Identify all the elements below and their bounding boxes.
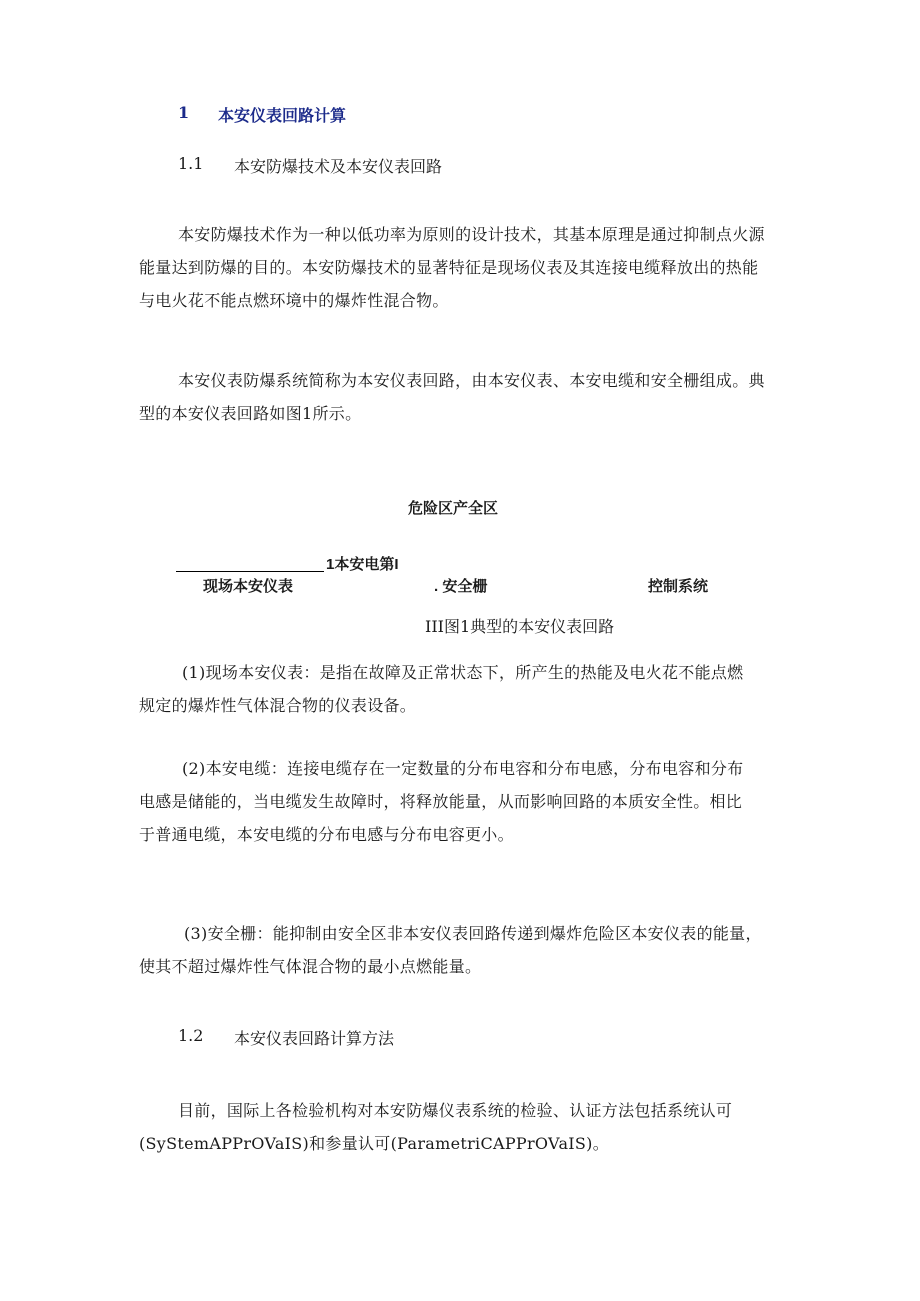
- section-1-1-number: 1.1: [178, 154, 204, 173]
- section-1-title: 本安仪表回路计算: [218, 106, 347, 125]
- section-1-2-title: 本安仪表回路计算方法: [234, 1029, 395, 1048]
- text-line: 与电火花不能点燃环境中的爆炸性混合物。: [139, 291, 449, 310]
- figure-caption: III图1典型的本安仪表回路: [425, 617, 615, 636]
- text-line: 电感是储能的，当电缆发生故障时，将释放能量，从而影响回路的本质安全性。相比: [139, 792, 743, 811]
- section-1-1-title: 本安防爆技术及本安仪表回路: [234, 157, 443, 176]
- figure-barrier-label: . 安全栅: [434, 578, 488, 595]
- figure-field-instrument-label: 现场本安仪表: [203, 578, 294, 595]
- item-intrinsic-cable: [139, 752, 744, 851]
- paragraph-certification-methods: [139, 1094, 733, 1160]
- text-line: 能量达到防爆的目的。本安防爆技术的显著特征是现场仪表及其连接电缆释放出的热能: [139, 258, 759, 277]
- text-line: 本安仪表防爆系统简称为本安仪表回路，由本安仪表、本安电缆和安全栅组成。典: [178, 371, 765, 390]
- paragraph-intrinsic-safety-principle: [139, 218, 765, 317]
- item-field-instrument: [139, 656, 744, 722]
- text-line: (1)现场本安仪表：是指在故障及正常状态下，所产生的热能及电火花不能点燃: [182, 663, 744, 682]
- text-line: 本安防爆技术作为一种以低功率为原则的设计技术，其基本原理是通过抑制点火源: [178, 225, 765, 244]
- item-safety-barrier: [139, 917, 762, 983]
- figure-cable-line: [176, 571, 324, 572]
- text-line: 目前，国际上各检验机构对本安防爆仪表系统的检验、认证方法包括系统认可: [178, 1101, 733, 1120]
- text-line: 规定的爆炸性气体混合物的仪表设备。: [139, 696, 417, 715]
- text-line: (3)安全栅：能抑制由安全区非本安仪表回路传递到爆炸危险区本安仪表的能量，: [184, 924, 762, 943]
- text-line: 使其不超过爆炸性气体混合物的最小点燃能量。: [139, 957, 482, 976]
- text-line: (2)本安电缆：连接电缆存在一定数量的分布电容和分布电感，分布电容和分布: [182, 759, 744, 778]
- section-1-number: 1: [178, 103, 190, 122]
- text-line: 于普通电缆，本安电缆的分布电感与分布电容更小。: [139, 825, 514, 844]
- figure-zone-label: 危险区产全区: [408, 500, 499, 517]
- paragraph-intrinsic-loop-definition: [139, 364, 765, 430]
- text-line: (SyStemAPPrOVaIS)和参量认可(ParametriCAPPrOVaIS)。: [139, 1134, 610, 1153]
- figure-control-system-label: 控制系统: [648, 578, 709, 595]
- text-line: 型的本安仪表回路如图1所示。: [139, 404, 362, 423]
- section-1-2-number: 1.2: [178, 1026, 204, 1045]
- figure-cable-label: 1本安电第I: [326, 556, 399, 573]
